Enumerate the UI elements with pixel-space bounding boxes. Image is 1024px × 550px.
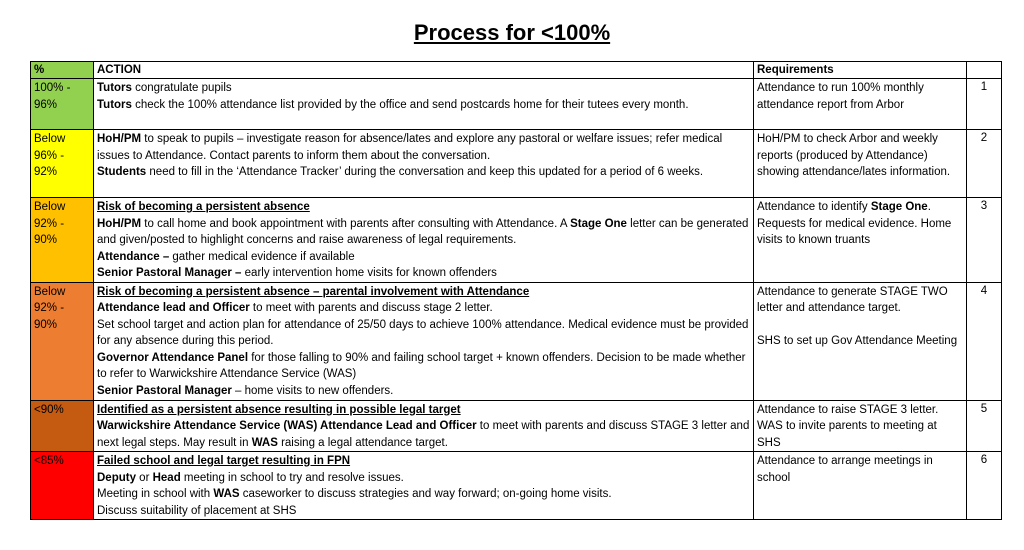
row-number: 4 <box>967 282 1002 400</box>
action-heading: Identified as a persistent absence resulting in possible legal target <box>97 403 461 416</box>
table-row <box>31 198 1002 283</box>
row-number: 1 <box>967 79 1002 130</box>
header-action: ACTION <box>94 62 754 79</box>
table-header-row <box>31 62 1002 79</box>
action-line: Tutors congratulate pupils <box>97 82 232 94</box>
requirements-cell: Attendance to arrange meetings in school <box>754 452 967 520</box>
percent-cell: <90% <box>31 400 94 452</box>
percent-cell: 100% - 96% <box>31 79 94 130</box>
action-line: Governor Attendance Panel for those falling to 90% and failing school target + known offenders. Decision to be made whether to refer to Warwickshire Attendance Service (WAS) <box>97 351 746 380</box>
header-number <box>967 62 1002 79</box>
action-heading: Risk of becoming a persistent absence – parental involvement with Attendance <box>97 285 530 298</box>
row-number: 6 <box>967 452 1002 520</box>
action-cell <box>94 130 754 198</box>
row-number: 2 <box>967 130 1002 198</box>
action-line: HoH/PM to speak to pupils – investigate reason for absence/lates and explore any pastoral or welfare issues; refer medical issues to Attendance. Contact parents to inform them about the conversation. <box>97 133 723 162</box>
requirements-cell: Attendance to run 100% monthly attendance report from Arbor <box>754 79 967 130</box>
percent-cell: <85% <box>31 452 94 520</box>
action-cell <box>94 79 754 130</box>
action-line: Senior Pastoral Manager – early intervention home visits for known offenders <box>97 267 497 279</box>
action-line: Senior Pastoral Manager – home visits to new offenders. <box>97 384 394 397</box>
action-cell <box>94 282 754 400</box>
header-requirements: Requirements <box>754 62 967 79</box>
action-heading: Failed school and legal target resulting in FPN <box>97 455 351 467</box>
table-row <box>31 282 1002 400</box>
requirements-cell: Attendance to raise STAGE 3 letter. WAS to invite parents to meeting at SHS <box>754 400 967 452</box>
action-line: Warwickshire Attendance Service (WAS) Attendance Lead and Officer to meet with parents and discuss STAGE 3 letter and next legal steps. May result in WAS raising a legal attendance target. <box>97 420 750 449</box>
process-table <box>30 61 1002 520</box>
action-line: HoH/PM to call home and book appointment with parents after consulting with Attendance. A Stage One letter can be generated and given/posted to highlight concerns and raise awareness of legal requirements. <box>97 217 749 246</box>
action-line: Meeting in school with WAS caseworker to discuss strategies and way forward; on-going home visits. <box>97 488 612 500</box>
action-line: Deputy or Head meeting in school to try and resolve issues. <box>97 471 404 484</box>
action-line: Attendance lead and Officer to meet with parents and discuss stage 2 letter. <box>97 302 493 314</box>
percent-cell: Below 96% - 92% <box>31 130 94 198</box>
action-line: Attendance – gather medical evidence if available <box>97 250 355 263</box>
page-title: Process for <100% <box>413 20 611 45</box>
action-cell <box>94 400 754 452</box>
row-number: 3 <box>967 198 1002 283</box>
requirements-cell: HoH/PM to check Arbor and weekly reports (produced by Attendance) showing attendance/lates information. <box>754 130 967 198</box>
action-line: Tutors check the 100% attendance list provided by the office and send postcards home for their tutees every month. <box>97 98 689 111</box>
action-cell <box>94 452 754 520</box>
table-row <box>31 452 1002 520</box>
action-line: Set school target and action plan for attendance of 25/50 days to achieve 100% attendance. Medical evidence must be provided for any absence during this period. <box>97 318 749 347</box>
action-cell <box>94 198 754 283</box>
action-line: Students need to fill in the ‘Attendance Tracker’ during the conversation and keep this updated for a period of 6 weeks. <box>97 166 704 178</box>
table-row <box>31 130 1002 198</box>
requirements-cell: Attendance to identify Stage One. Requests for medical evidence. Home visits to known truants <box>754 198 967 283</box>
table-row <box>31 400 1002 452</box>
row-number: 5 <box>967 400 1002 452</box>
header-percent: % <box>31 62 94 79</box>
table-row <box>31 79 1002 130</box>
percent-cell: Below 92% - 90% <box>31 198 94 283</box>
percent-cell: Below 92% - 90% <box>31 282 94 400</box>
requirements-cell: Attendance to generate STAGE TWO letter and attendance target. SHS to set up Gov Attendance Meeting <box>754 282 967 400</box>
action-line: Discuss suitability of placement at SHS <box>97 504 297 517</box>
action-heading: Risk of becoming a persistent absence <box>97 201 310 213</box>
